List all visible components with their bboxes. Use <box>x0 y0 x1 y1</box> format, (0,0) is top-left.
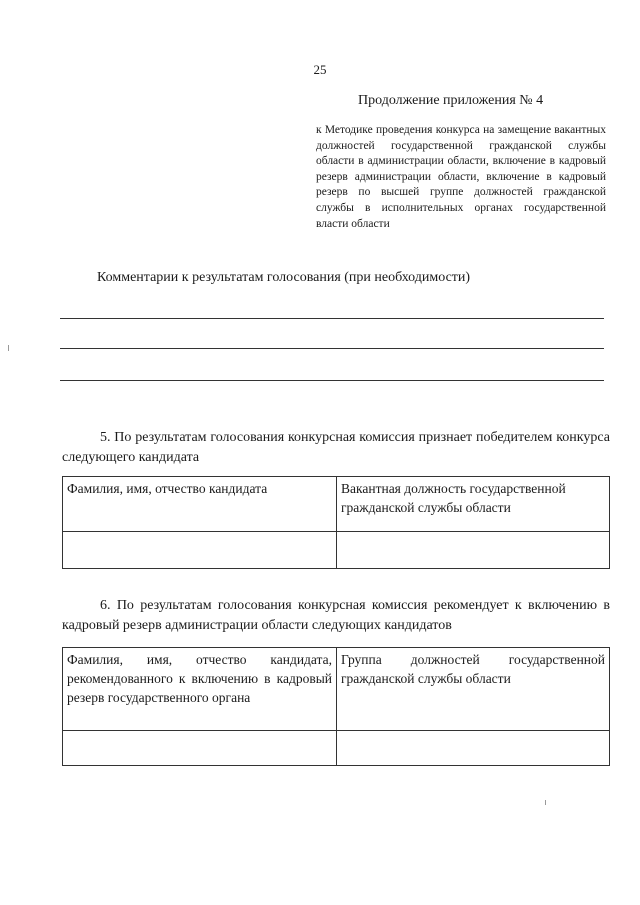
vacant-position-header: Вакантная должность государственной гражданской службы области <box>337 477 610 532</box>
position-group-header: Группа должностей государственной гражданской службы области <box>337 648 610 731</box>
winner-table <box>62 476 610 569</box>
table-row <box>63 731 610 766</box>
scan-mark <box>545 800 546 805</box>
vacant-position-cell <box>337 532 610 569</box>
comment-line-3 <box>60 380 604 381</box>
table-row <box>63 532 610 569</box>
scan-mark <box>8 345 9 351</box>
table-header-row <box>63 648 610 731</box>
reserve-candidate-header: Фамилия, имя, отчество кандидата, рекомендованного к включению в кадровый резерв государственного органа <box>63 648 337 731</box>
candidate-name-cell <box>63 532 337 569</box>
reserve-candidate-cell <box>63 731 337 766</box>
candidate-name-header: Фамилия, имя, отчество кандидата <box>63 477 337 532</box>
comments-title: Комментарии к результатам голосования (при необходимости) <box>97 270 471 285</box>
comment-line-1 <box>60 318 604 319</box>
appendix-note: к Методике проведения конкурса на замещение вакантных должностей государственной гражданской службы области в администрации области, включение в кадровый резерв администрации области, включение в кадровый резерв по высшей группе должностей гражданской службы в исполнительных органах государственной власти области <box>316 124 606 230</box>
reserve-table <box>62 647 610 766</box>
page-number: 25 <box>313 62 327 77</box>
section-5-text: 5. По результатам голосования конкурсная комиссия признает победителем конкурса следующего кандидата <box>62 430 610 465</box>
comment-line-2 <box>60 348 604 349</box>
table-header-row <box>63 477 610 532</box>
section-6-text: 6. По результатам голосования конкурсная комиссия рекомендует к включению в кадровый резерв администрации области следующих кандидатов <box>62 598 610 633</box>
appendix-title: Продолжение приложения № 4 <box>358 93 544 108</box>
position-group-cell <box>337 731 610 766</box>
